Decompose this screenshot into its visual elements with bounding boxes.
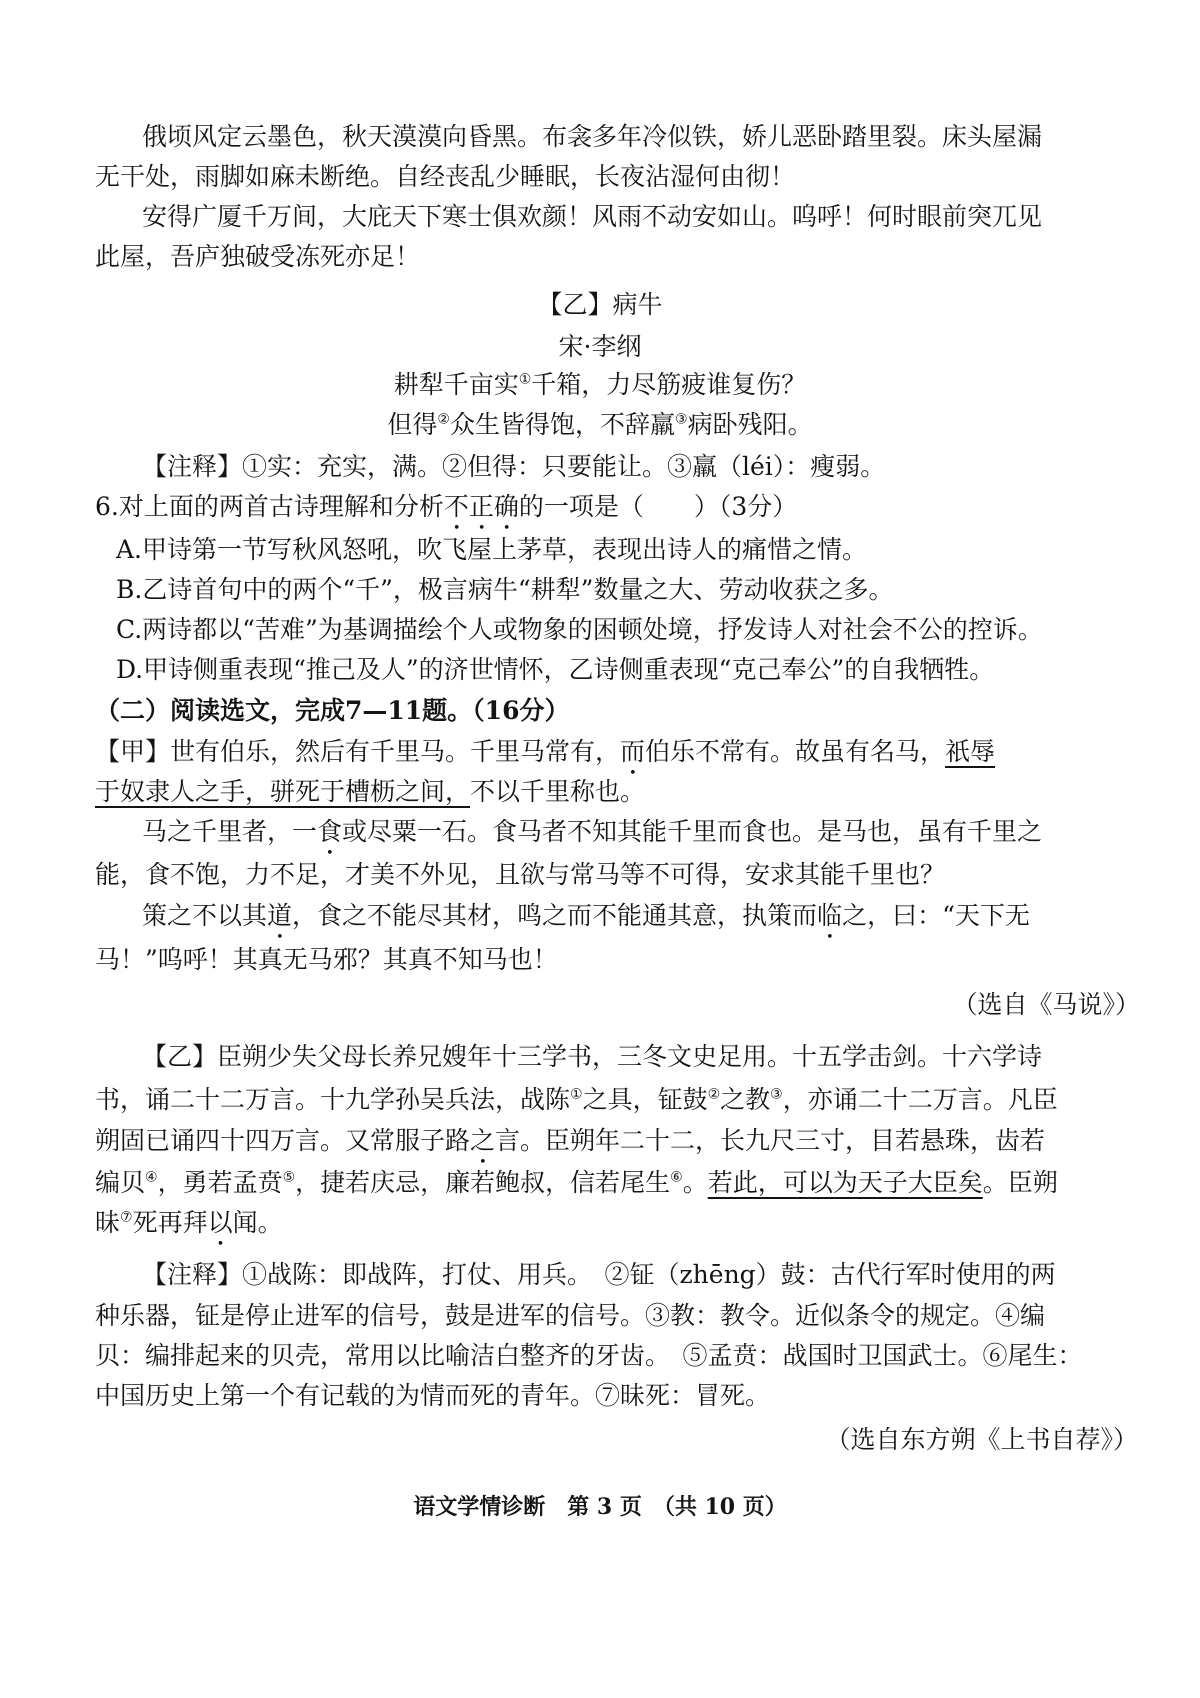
footnote-marker: ② [437, 411, 450, 428]
passage-yi-note-line: 中国历史上第一个有记载的为情而死的青年。⑦昧死：冒死。 [95, 1381, 771, 1410]
passage-yi-source: （选自东方朔《上书自荐》） [825, 1425, 1138, 1454]
footnote-marker: ③ [675, 411, 688, 428]
poem-b-author: 宋·李纲 [558, 332, 642, 361]
passage-jia-line: 策之不以其道，食之不能尽其材，鸣之而不能通其意，执策而临之，曰：“天下无 [142, 901, 1030, 930]
passage-yi-note-line: 种乐器，钲是停止进军的信号，鼓是进军的信号。③教：教令。近似条令的规定。④编 [95, 1301, 1046, 1330]
passage-yi-note-line: 【注释】①战陈：即战阵，打仗、用兵。 ②钲（zhēng）鼓：古代行军时使用的两 [142, 1260, 1056, 1289]
passage-jia-source: （选自《马说》） [952, 990, 1140, 1019]
text: 此屋，吾庐独破受冻死亦足！ [95, 242, 421, 271]
passage-jia-line: 马！”呜呼！其真无马邪？其真不知马也！ [95, 945, 558, 974]
poem-b-title: 【乙】病牛 [537, 290, 663, 319]
footnote-marker: ① [518, 371, 532, 388]
footnote-marker: ④ [145, 1169, 158, 1186]
poem-b-note: 【注释】①实：充实，满。②但得：只要能让。③羸（léi）：瘦弱。 [142, 452, 886, 481]
passage-yi-note-line: 贝：编排起来的贝壳，常用以比喻洁白整齐的牙齿。 ⑤孟贲：战国时卫国武士。⑥尾生： [95, 1341, 1083, 1370]
poem-a-line [0, 117, 1200, 157]
page-footer: 语文学情诊断 第 3 页 （共 10 页） [413, 1494, 787, 1520]
poem-a-line [0, 197, 1200, 237]
footnote-marker: ⑥ [670, 1169, 683, 1186]
passage-yi-line: 朔固已诵四十四万言。又常服子路之言。臣朔年二十二，长九尺三寸，目若悬珠，齿若 [95, 1126, 1046, 1155]
passage-jia-line: 马之千里者，一食或尽粟一石。食马者不知其能千里而食也。是马也，虽有千里之 [142, 817, 1043, 846]
emphasized-text: 不正确 [443, 492, 519, 521]
passage-yi-line: 书，诵二十二万言。十九学孙吴兵法，战陈①之具，钲鼓②之教③，亦诵二十二万言。凡臣 [95, 1085, 1058, 1114]
passage-jia-line: 能，食不饱，力不足，才美不外见，且欲与常马等不可得，安求其能千里也？ [95, 860, 946, 889]
option-d: D.甲诗侧重表现“推己及人”的济世情怀，乙诗侧重表现“克己奉公”的自我牺牲。 [116, 655, 995, 684]
footnote-marker: ③ [770, 1086, 783, 1103]
text: 俄顷风定云墨色，秋天漠漠向昏黑。布衾多年冷似铁，娇儿恶卧踏里裂。床头屋漏 [142, 122, 1043, 151]
option-a: A.甲诗第一节写秋风怒吼，吹飞屋上茅草，表现出诗人的痛惜之情。 [116, 535, 868, 564]
poem-b-line-2: 但得②众生皆得饱，不辞羸③病卧残阳。 [387, 410, 813, 439]
section-2-heading: （二）阅读选文，完成7—11题。（16分） [95, 696, 570, 725]
option-c: C.两诗都以“苦难”为基调描绘个人或物象的困顿处境，抒发诗人对社会不公的控诉。 [116, 615, 1043, 644]
footnote-marker: ⑤ [282, 1169, 296, 1186]
poem-a-line [0, 157, 1200, 197]
passage-yi-line: 编贝④，勇若孟贲⑤，捷若庆忌，廉若鲍叔，信若尾生⑥。若此，可以为天子大臣矣。臣朔 [0, 1163, 1200, 1203]
passage-yi-line: 昧⑦死再拜以闻。 [95, 1208, 283, 1237]
footnote-marker: ⑦ [120, 1209, 133, 1226]
underlined-text: 于奴隶人之手，骈死于槽枥之间， [95, 777, 471, 806]
poem-a-line [0, 237, 1200, 277]
footnote-marker: ② [707, 1086, 721, 1103]
option-b: B.乙诗首句中的两个“千”，极言病牛“耕犁”数量之大、劳动收获之多。 [116, 575, 894, 604]
text: 安得广厦千万间，大庇天下寒士俱欢颜！风雨不动安如山。呜呼！何时眼前突兀见 [142, 202, 1043, 231]
footnote-marker: ① [570, 1086, 583, 1103]
underlined-text: 祇辱 [945, 737, 996, 766]
underlined-text: 若此，可以为天子大臣矣 [707, 1168, 983, 1197]
passage-jia-line: 于奴隶人之手，骈死于槽枥之间，不以千里称也。 [0, 772, 1200, 812]
passage-yi-line: 【乙】臣朔少失父母长养兄嫂年十三学书，三冬文史足用。十五学击剑。十六学诗 [142, 1042, 1043, 1071]
poem-b-line-1: 耕犁千亩实①千箱，力尽筋疲谁复伤？ [393, 370, 807, 399]
question-6-stem: 6.对上面的两首古诗理解和分析不正确的一项是（ ）（3分） [0, 487, 1200, 527]
passage-jia-line: 【甲】世有伯乐，然后有千里马。千里马常有，而伯乐不常有。故虽有名马，祇辱 [0, 732, 1200, 772]
text: 无干处，雨脚如麻未断绝。自经丧乱少睡眠，长夜沾湿何由彻！ [95, 162, 796, 191]
